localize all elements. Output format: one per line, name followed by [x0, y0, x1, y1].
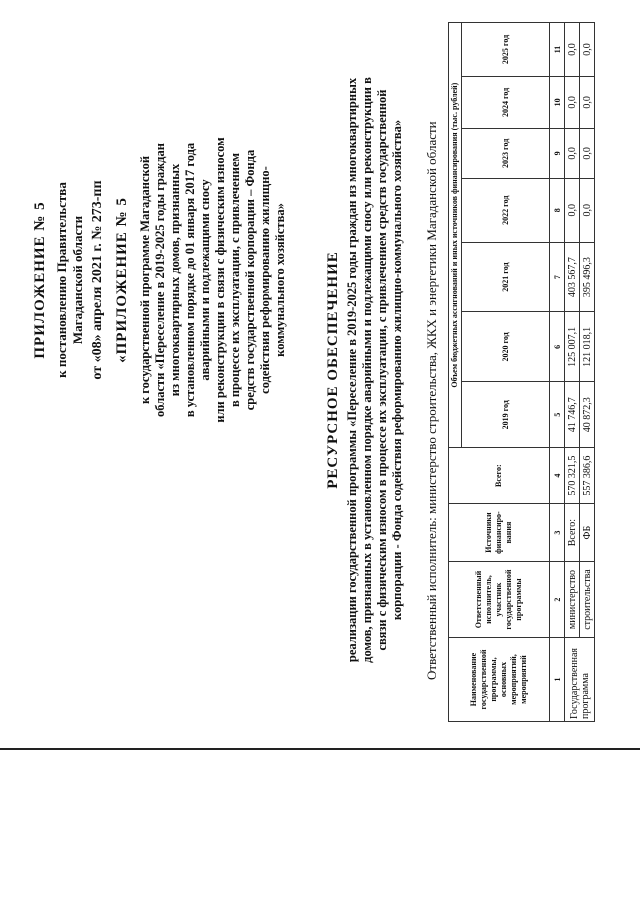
value-cell: 0,0 — [580, 23, 595, 77]
value-cell: 570 321,5 — [565, 448, 580, 504]
header-total: Всего: — [449, 448, 550, 504]
document-title: РЕСУРСНОЕ ОБЕСПЕЧЕНИЕ — [325, 251, 341, 489]
header-year: 2024 год — [462, 76, 550, 128]
header-year: 2023 год — [462, 128, 550, 178]
header-sources: Источники финансиро-вания — [449, 504, 550, 562]
header-budget-group: Объем бюджетных ассигнований и иных источников финансирования (тыс. рублей) — [449, 23, 462, 448]
value-cell: 121 018,1 — [580, 312, 595, 382]
value-cell: 395 496,3 — [580, 242, 595, 312]
decree-reference: к постановлению Правительства Магаданской области — [54, 182, 85, 378]
value-cell: 0,0 — [565, 128, 580, 178]
value-cell: 41 746,7 — [565, 382, 580, 448]
source-cell: ФБ — [580, 504, 595, 562]
document-subtitle: реализации государственной программы «Переселение в 2019-2025 годы граждан из многоквартирных домов, признанных в установленном порядке аварийными и подлежащими сносу или реконструкции в связи с физическим износом в процессе их эксплуатации, с привлечением средств государственной корпорации - Фонда содействия реформированию жилищно-коммунального хозяйства» — [345, 77, 404, 663]
table-row — [565, 23, 580, 722]
value-cell: 0,0 — [580, 76, 595, 128]
header-executor: Ответственный исполнитель, участник государственной программы — [449, 562, 550, 638]
rotated-document — [20, 0, 620, 740]
appendix-number: ПРИЛОЖЕНИЕ № 5 — [32, 201, 48, 359]
value-cell: 0,0 — [565, 76, 580, 128]
resource-table — [448, 22, 595, 722]
page-edge-line — [0, 748, 640, 750]
header-year: 2022 год — [462, 178, 550, 242]
executor-cell-line: министерство — [565, 562, 580, 638]
header-year: 2025 год — [462, 23, 550, 77]
value-cell: 125 007,1 — [565, 312, 580, 382]
header-program-name: Наименование государственной программы, основных мероприятий, мероприятий — [449, 638, 550, 722]
responsible-executor: Ответственный исполнитель: министерство строительства, ЖКХ и энергетики Магаданской области — [424, 121, 439, 680]
appendix-number-quoted: «ПРИЛОЖЕНИЕ № 5 — [114, 197, 130, 363]
program-name-cell: Государственная программа — [565, 638, 595, 722]
program-reference: к государственной программе Магаданской области «Переселение в 2019-2025 годы граждан из многоквартирных домов, признанных в установленном порядке до 01 января 2017 года аварийными и подлежащими сносу или реконструкции в связи с физическим износом в процессе их эксплуатации, с привлечением средств государственной корпорации – Фонда содействия реформированию жилищно- коммунального хозяйства» — [138, 137, 287, 423]
executor-cell-line: строительства — [580, 562, 595, 638]
column-number-row: 1 2 3 4 5 6 7 8 9 10 11 — [550, 23, 565, 722]
source-cell: Всего: — [565, 504, 580, 562]
value-cell: 0,0 — [565, 23, 580, 77]
header-year: 2019 год — [462, 382, 550, 448]
value-cell: 0,0 — [580, 178, 595, 242]
table-header-row — [449, 23, 462, 722]
value-cell: 0,0 — [580, 128, 595, 178]
value-cell: 40 872,3 — [580, 382, 595, 448]
decree-date: от «08» апреля 2021 г. № 273-пп — [90, 180, 105, 380]
value-cell: 403 567,7 — [565, 242, 580, 312]
header-year: 2020 год — [462, 312, 550, 382]
value-cell: 0,0 — [565, 178, 580, 242]
header-year: 2021 год — [462, 242, 550, 312]
table-row — [580, 23, 595, 722]
value-cell: 557 386,6 — [580, 448, 595, 504]
